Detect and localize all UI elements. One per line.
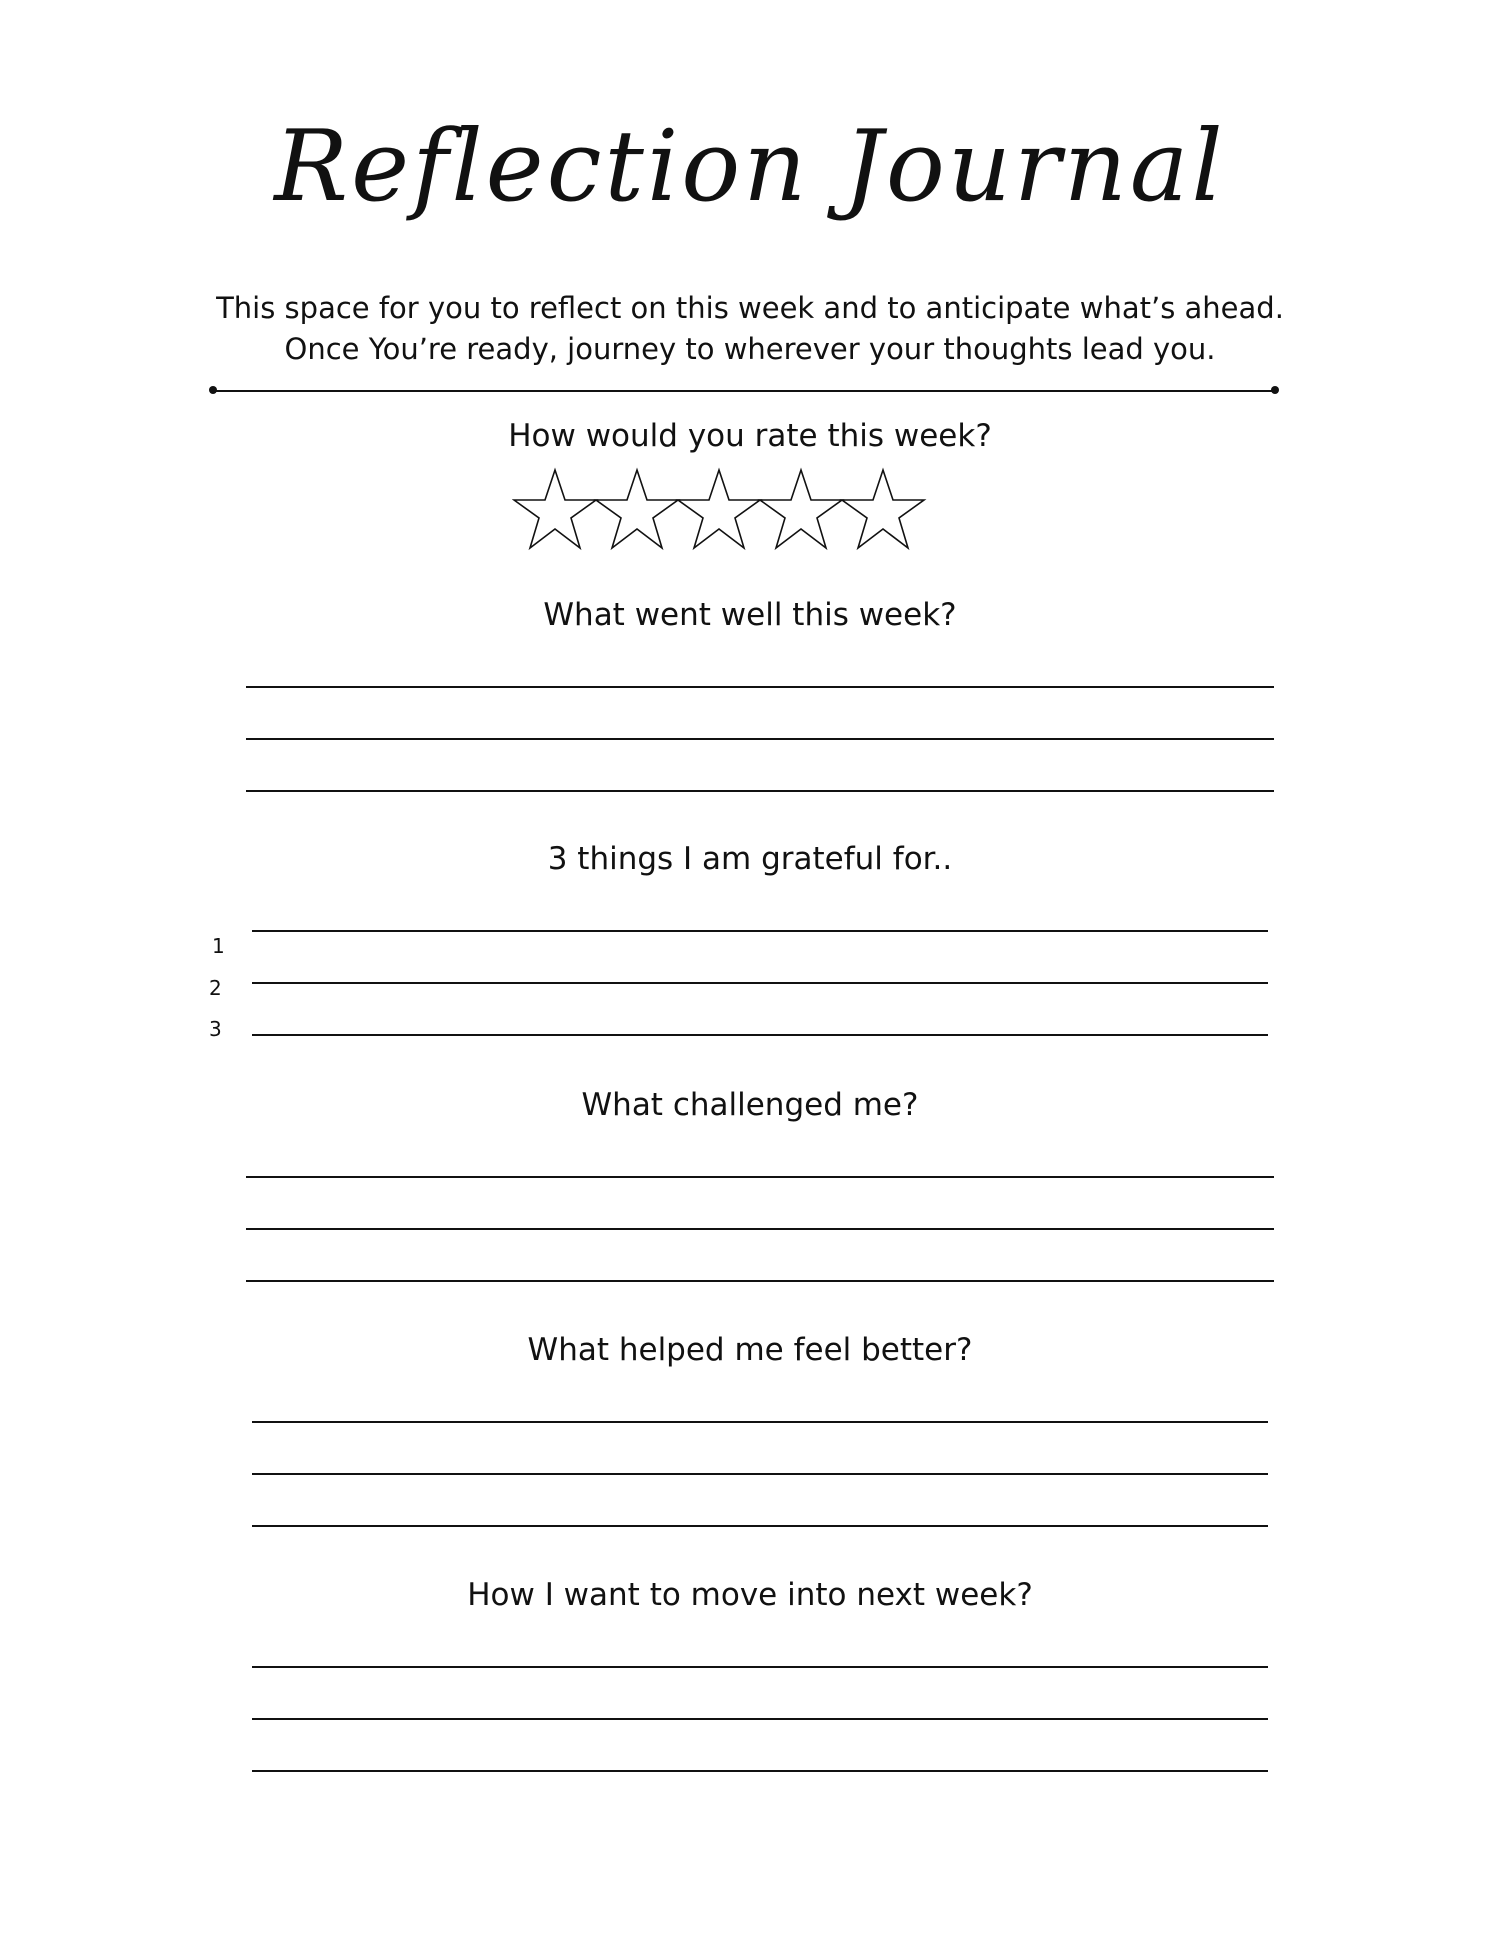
next-week-line-1[interactable] — [252, 1666, 1268, 1668]
star-rating[interactable] — [512, 465, 932, 555]
page-title: Reflection Journal — [274, 110, 1226, 224]
challenged-line-3[interactable] — [246, 1280, 1274, 1282]
grateful-question: 3 things I am grateful for.. — [547, 841, 953, 877]
challenged-question: What challenged me? — [581, 1087, 919, 1123]
header-divider — [213, 390, 1276, 392]
intro-text — [150, 288, 1350, 370]
star-icon-2[interactable] — [596, 470, 678, 548]
grateful-line-2[interactable] — [252, 982, 1268, 984]
grateful-number-2: 2 — [209, 976, 222, 1000]
grateful-number-1: 1 — [212, 934, 225, 958]
went-well-line-3[interactable] — [246, 790, 1274, 792]
next-week-line-2[interactable] — [252, 1718, 1268, 1720]
star-icon-5[interactable] — [842, 470, 924, 548]
helped-line-2[interactable] — [252, 1473, 1268, 1475]
challenged-line-1[interactable] — [246, 1176, 1274, 1178]
helped-line-3[interactable] — [252, 1525, 1268, 1527]
challenged-line-2[interactable] — [246, 1228, 1274, 1230]
divider-right-dot — [1271, 386, 1279, 394]
grateful-line-1[interactable] — [252, 930, 1268, 932]
went-well-line-1[interactable] — [246, 686, 1274, 688]
went-well-question: What went well this week? — [543, 597, 957, 633]
star-icon-3[interactable] — [678, 470, 760, 548]
intro-line-1: This space for you to reflect on this week and to anticipate what’s ahead. — [216, 291, 1284, 325]
helped-line-1[interactable] — [252, 1421, 1268, 1423]
went-well-line-2[interactable] — [246, 738, 1274, 740]
intro-line-2: Once You’re ready, journey to wherever your thoughts lead you. — [284, 332, 1216, 366]
star-icon-1[interactable] — [514, 470, 596, 548]
next-week-line-3[interactable] — [252, 1770, 1268, 1772]
rating-question: How would you rate this week? — [508, 418, 992, 454]
grateful-number-3: 3 — [209, 1017, 222, 1041]
grateful-line-3[interactable] — [252, 1034, 1268, 1036]
star-icon-4[interactable] — [760, 470, 842, 548]
helped-question: What helped me feel better? — [527, 1332, 973, 1368]
next-week-question: How I want to move into next week? — [467, 1577, 1033, 1613]
